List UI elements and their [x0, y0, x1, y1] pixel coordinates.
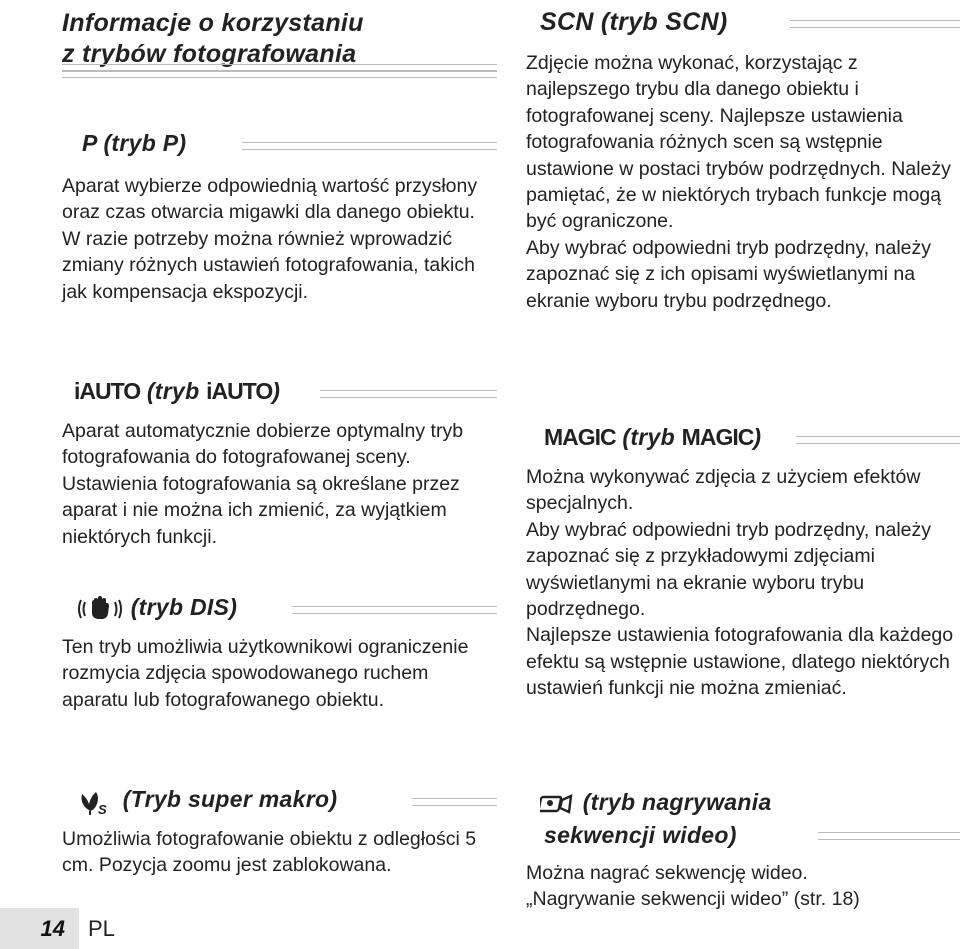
iauto-icon: iAUTO: [74, 378, 141, 404]
heading-rule: [790, 20, 960, 28]
magic-icon: MAGIC: [544, 424, 616, 450]
super-macro-text: Umożliwia fotografowanie obiektu z odległości 5 cm. Pozycja zoomu jest zablokowana.: [62, 828, 477, 877]
title-line-1: Informacje o korzystaniu: [62, 9, 364, 37]
hand-shake-icon: [76, 594, 124, 624]
heading-rule: [292, 606, 497, 614]
heading-rule: [796, 436, 960, 444]
heading-p-mode: P (tryb P): [82, 128, 497, 158]
iauto-mode-text: Aparat automatycznie dobierze optymalny tryb fotografowania do fotografowanej sceny. Ustawienia fotografowania są określane przez aparat i nie można ich zmienić, za wyjątkiem niektórych funkcji.: [62, 420, 464, 548]
heading-dis-mode: (tryb DIS): [76, 592, 497, 624]
heading-video-sequence: (tryb nagrywania sekwencji wideo): [540, 786, 960, 851]
section-title: [62, 8, 497, 70]
heading-scn-mode: SCN (tryb SCN): [540, 6, 960, 38]
scn-mode-text: Zdjęcie można wykonać, korzystając z najlepszego trybu dla danego obiektu i fotografowanej sceny. Najlepsze ustawienia fotografowania różnych scen są wstępnie ustawione w postaci trybów podrzędnych. Należy pamiętać, że w niektórych trybach funkcje mogą być ograniczone. Aby wybrać odpowiedni tryb podrzędny, należy zapoznać się z ich opisami wyświetlanymi na ekranie wyboru trybu podrzędnego.: [526, 52, 951, 312]
super-macro-icon: [76, 786, 116, 816]
video-sequence-text: Można nagrać sekwencję wideo. „Nagrywanie sekwencji wideo” (str. 18): [526, 862, 860, 911]
magic-mode-text: Można wykonywać zdjęcia z użyciem efektów specjalnych. Aby wybrać odpowiedni tryb podrzędny, należy zapoznać się z przykładowymi zdjęciami wyświetlanymi na ekranie wyboru trybu podrzędnego. Najlepsze ustawienia fotografowania dla każdego efektu są wstępnie ustawione, dlatego niektórych ustawień funkcji nie można zmieniać.: [526, 466, 954, 700]
page-number: 14: [0, 908, 79, 949]
p-mode-text: Aparat wybierze odpowiednią wartość przysłony oraz czas otwarcia migawki dla danego obiektu. W razie potrzeby można również wprowadzić zmiany różnych ustawień fotografowania, takich jak kompensacja ekspozycji.: [62, 175, 478, 303]
heading-rule: [320, 390, 497, 398]
iauto-icon: iAUTO: [206, 378, 273, 404]
magic-icon: MAGIC: [681, 424, 754, 450]
title-rule: [62, 64, 497, 72]
heading-rule: [818, 832, 960, 840]
dis-mode-text: Ten tryb umożliwia użytkownikowi ograniczenie rozmycia zdjęcia spowodowanego ruchem aparatu lub fotografowanego obiektu.: [62, 636, 469, 711]
heading-iauto-mode: iAUTO (tryb iAUTO): [74, 376, 497, 406]
heading-rule: [242, 142, 497, 150]
svg-text:S: S: [98, 801, 107, 816]
title-line-2: z trybów fotografowania: [62, 40, 364, 68]
language-code: PL: [88, 916, 115, 941]
heading-super-macro: S (Tryb super makro): [76, 784, 497, 816]
video-sequence-icon: [540, 789, 576, 819]
heading-rule: [412, 798, 497, 806]
heading-magic-mode: MAGIC (tryb MAGIC): [544, 422, 960, 452]
